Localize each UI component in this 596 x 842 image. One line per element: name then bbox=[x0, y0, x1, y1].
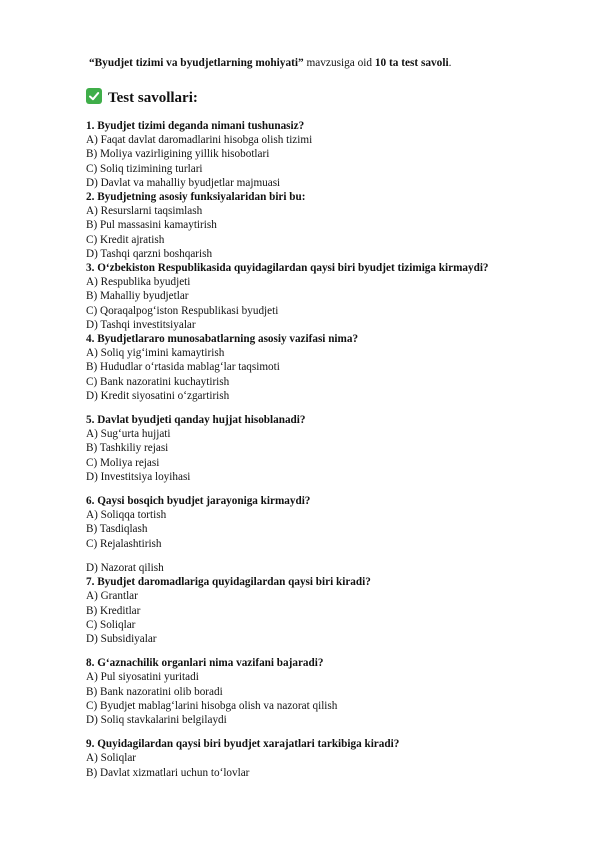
answer-option: D) Tashqi investitsiyalar bbox=[86, 318, 196, 331]
answer-option: A) Soliqqa tortish bbox=[86, 509, 167, 522]
answer-option: B) Pul massasini kamaytirish bbox=[86, 219, 217, 232]
answer-option: C) Byudjet mablag‘larini hisobga olish va nazorat qilish bbox=[86, 699, 338, 712]
answer-option: D) Davlat va mahalliy byudjetlar majmuasi bbox=[86, 176, 281, 189]
question-title: 9. Quyidagilardan qaysi biri byudjet xarajatlari tarkibiga kiradi? bbox=[86, 738, 400, 751]
question-1 bbox=[86, 119, 566, 190]
answer-option: D) Subsidiyalar bbox=[86, 632, 157, 645]
answer-option: B) Tasdiqlash bbox=[86, 523, 148, 536]
answer-option: C) Rejalashtirish bbox=[86, 537, 162, 550]
question-3 bbox=[86, 261, 566, 332]
section-heading-text: Test savollari: bbox=[108, 90, 198, 106]
question-list bbox=[86, 119, 566, 780]
question-2 bbox=[86, 190, 566, 261]
answer-option: B) Moliya vazirligining yillik hisobotlari bbox=[86, 148, 270, 161]
answer-option: A) Faqat davlat daromadlarini hisobga olish tizimi bbox=[86, 134, 313, 147]
answer-option: B) Kreditlar bbox=[86, 604, 141, 617]
answer-option: A) Grantlar bbox=[86, 590, 138, 603]
intro-line bbox=[89, 56, 451, 70]
answer-option: C) Bank nazoratini kuchaytirish bbox=[86, 375, 230, 388]
spacer bbox=[86, 646, 566, 656]
answer-option: B) Hududlar o‘rtasida mablag‘lar taqsimoti bbox=[86, 361, 280, 374]
answer-option: B) Bank nazoratini olib boradi bbox=[86, 685, 223, 698]
question-title: 5. Davlat byudjeti qanday hujjat hisoblanadi? bbox=[86, 414, 306, 427]
intro-count: 10 ta test savoli bbox=[374, 57, 449, 69]
question-9 bbox=[86, 737, 566, 780]
question-title: 7. Byudjet daromadlariga quyidagilardan qaysi biri kiradi? bbox=[86, 576, 371, 589]
question-5 bbox=[86, 413, 566, 484]
intro-topic: “Byudjet tizimi va byudjetlarning mohiyati” bbox=[89, 57, 304, 69]
answer-option: C) Moliya rejasi bbox=[86, 456, 160, 469]
answer-option: A) Soliq yig‘imini kamaytirish bbox=[86, 347, 225, 360]
question-8 bbox=[86, 656, 566, 727]
answer-option: D) Investitsiya loyihasi bbox=[86, 470, 191, 483]
question-title: 6. Qaysi bosqich byudjet jarayoniga kirmaydi? bbox=[86, 495, 311, 508]
answer-option: A) Pul siyosatini yuritadi bbox=[86, 671, 199, 684]
spacer bbox=[86, 484, 566, 494]
answer-option: D) Soliq stavkalarini belgilaydi bbox=[86, 713, 227, 726]
answer-option: D) Tashqi qarzni boshqarish bbox=[86, 247, 213, 260]
answer-option: A) Resurslarni taqsimlash bbox=[86, 205, 203, 218]
answer-option: D) Nazorat qilish bbox=[86, 561, 164, 574]
question-title: 4. Byudjetlararo munosabatlarning asosiy vazifasi nima? bbox=[86, 333, 359, 346]
intro-mid: mavzusiga oid bbox=[303, 57, 375, 69]
spacer bbox=[86, 551, 566, 561]
answer-option: B) Tashkiliy rejasi bbox=[86, 442, 169, 455]
answer-option: A) Soliqlar bbox=[86, 752, 137, 765]
answer-option: C) Kredit ajratish bbox=[86, 233, 165, 246]
spacer bbox=[86, 403, 566, 413]
check-mark-icon bbox=[86, 88, 102, 104]
question-title: 8. G‘aznachilik organlari nima vazifani bajaradi? bbox=[86, 657, 324, 670]
question-7 bbox=[86, 575, 566, 646]
question-title: 3. O‘zbekiston Respublikasida quyidagilardan qaysi biri byudjet tizimiga kirmaydi? bbox=[86, 262, 489, 275]
answer-option: B) Davlat xizmatlari uchun to‘lovlar bbox=[86, 766, 250, 779]
section-heading bbox=[86, 88, 198, 107]
answer-option: B) Mahalliy byudjetlar bbox=[86, 290, 189, 303]
answer-option: C) Qoraqalpog‘iston Respublikasi byudjeti bbox=[86, 304, 279, 317]
answer-option: A) Respublika byudjeti bbox=[86, 276, 191, 289]
question-title: 2. Byudjetning asosiy funksiyalaridan biri bu: bbox=[86, 191, 306, 204]
answer-option: C) Soliq tizimining turlari bbox=[86, 162, 203, 175]
spacer bbox=[86, 727, 566, 737]
answer-option: C) Soliqlar bbox=[86, 618, 136, 631]
question-6 bbox=[86, 494, 566, 575]
answer-option: D) Kredit siyosatini o‘zgartirish bbox=[86, 389, 230, 402]
answer-option: A) Sug‘urta hujjati bbox=[86, 428, 171, 441]
question-4 bbox=[86, 332, 566, 403]
intro-end: . bbox=[448, 57, 452, 69]
question-title: 1. Byudjet tizimi deganda nimani tushunasiz? bbox=[86, 120, 305, 132]
